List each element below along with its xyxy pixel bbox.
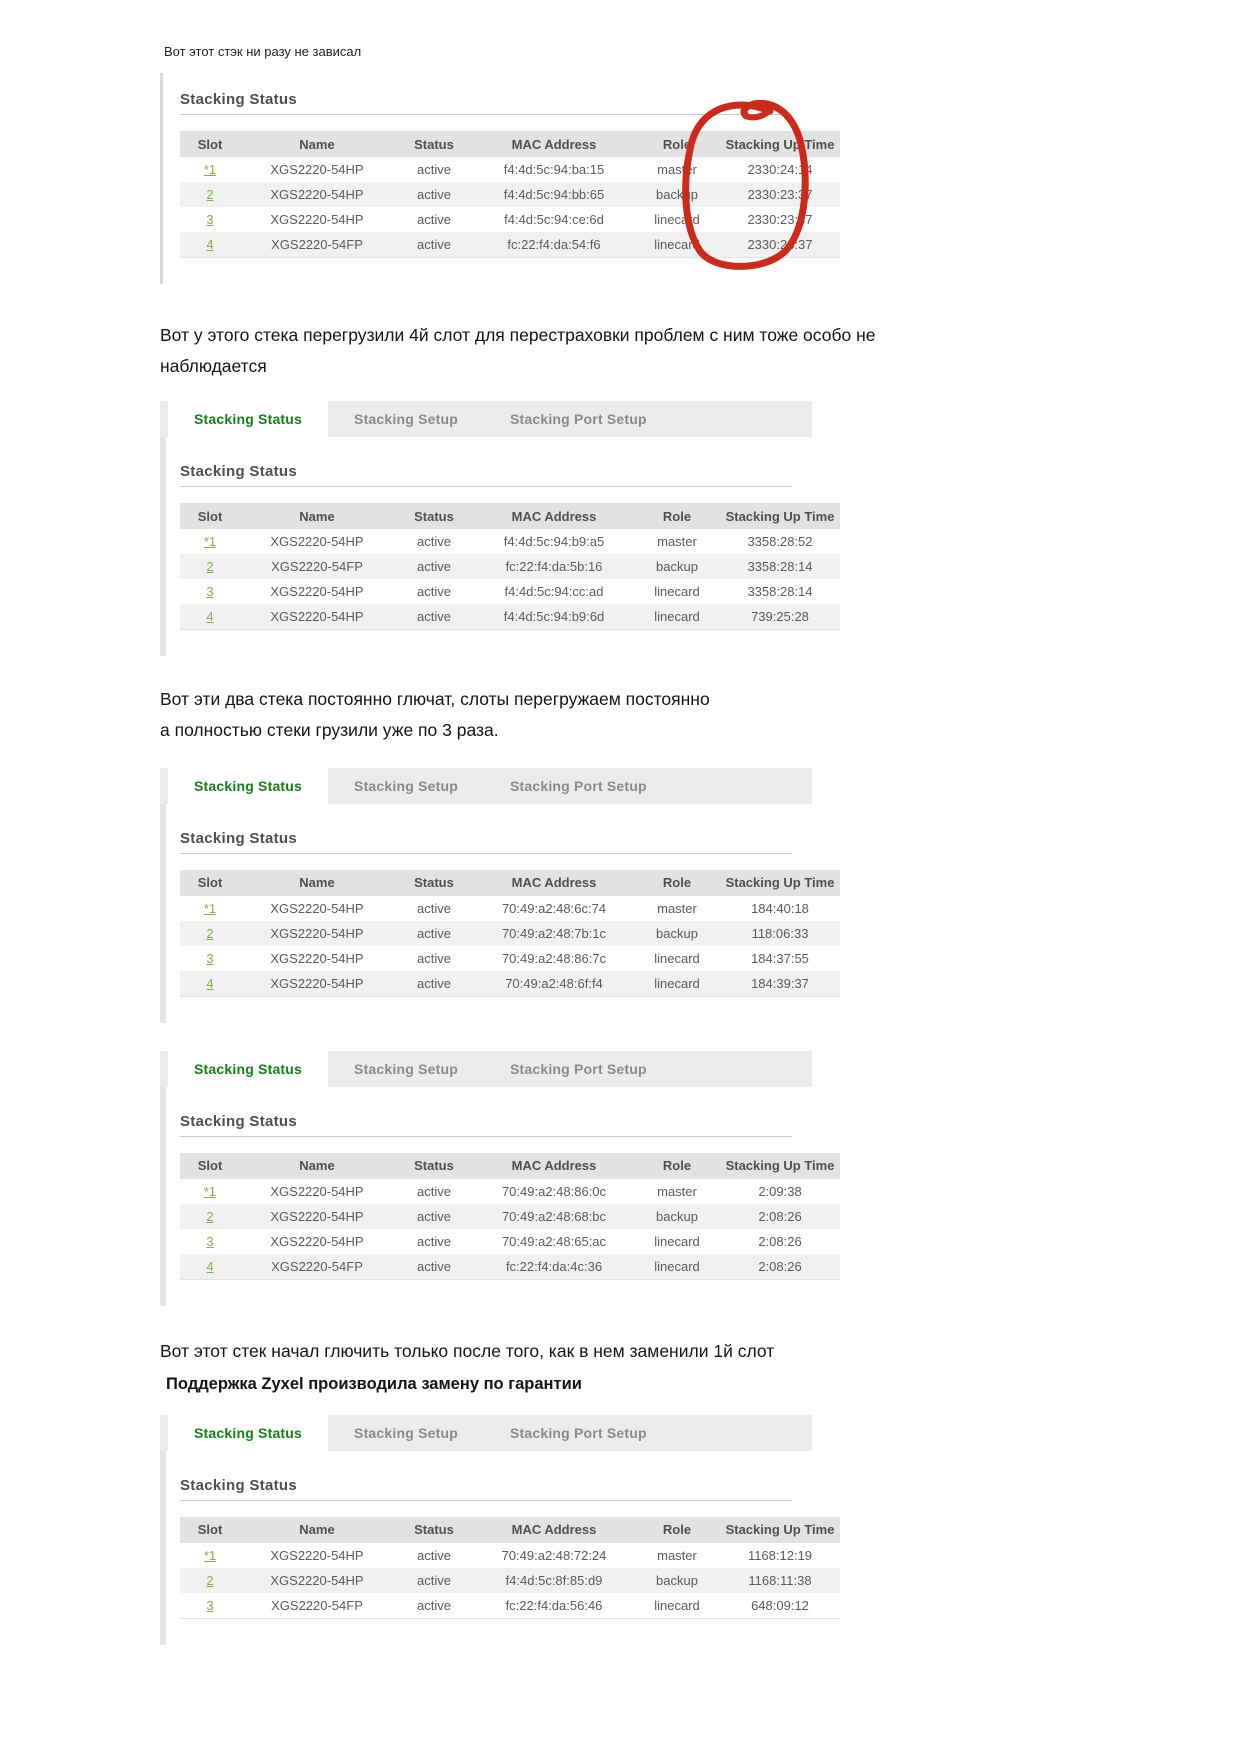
mac-address-cell: fc:22:f4:da:4c:36	[505, 1258, 603, 1274]
status-cell: active	[417, 534, 451, 550]
stacking-status-table-2	[180, 503, 840, 630]
slot-link[interactable]: 3	[206, 1597, 214, 1613]
status-cell: active	[417, 1258, 451, 1274]
tab-stacking-status[interactable]: Stacking Status	[168, 768, 328, 804]
stacking-up-time-cell: 2330:23:37	[747, 212, 813, 227]
table-row	[180, 579, 840, 604]
title-divider	[180, 486, 792, 487]
status-cell: active	[417, 900, 451, 916]
table-row	[180, 896, 840, 921]
role-cell: linecard	[654, 584, 700, 600]
slot-cell	[180, 1179, 240, 1204]
tab-stacking-status[interactable]: Stacking Status	[168, 401, 328, 437]
title-divider	[180, 853, 792, 854]
table-row	[180, 182, 840, 207]
mac-address-cell: f4:4d:5c:94:cc:ad	[504, 584, 604, 600]
stacking-up-time-cell: 184:40:18	[751, 900, 809, 916]
tab-stacking-port-setup[interactable]: Stacking Port Setup	[509, 777, 647, 794]
mac-address-cell: f4:4d:5c:94:bb:65	[503, 187, 605, 202]
role-cell: backup	[656, 1208, 698, 1224]
column-header-role: Role	[634, 1153, 720, 1179]
left-edge-strip	[160, 1087, 166, 1306]
role-cell: master	[657, 900, 697, 916]
status-cell: active	[417, 1547, 451, 1563]
slot-cell	[180, 1568, 240, 1593]
slot-link[interactable]: 2	[206, 559, 214, 575]
table-row	[180, 1593, 840, 1619]
left-edge-strip	[160, 804, 166, 1023]
role-cell: linecard	[654, 212, 700, 227]
stacking-up-time-cell: 2330:23:37	[747, 187, 813, 202]
tab-stacking-port-setup[interactable]: Stacking Port Setup	[509, 1424, 647, 1441]
paragraph-two-stacks-glitch	[160, 684, 1240, 745]
table-row	[180, 554, 840, 579]
mac-address-cell: 70:49:a2:48:72:24	[501, 1547, 607, 1563]
column-header-name: Name	[240, 870, 394, 896]
slot-cell	[180, 579, 240, 604]
slot-link[interactable]: 4	[206, 1258, 214, 1274]
table-row	[180, 157, 840, 182]
slot-cell	[180, 971, 240, 997]
stacking-up-time-cell: 1168:12:19	[747, 1547, 813, 1563]
status-cell: active	[417, 925, 451, 941]
screenshot-stack-4	[160, 1051, 835, 1306]
mac-address-cell: 70:49:a2:48:68:bc	[501, 1208, 607, 1224]
column-header-status: Status	[394, 131, 474, 157]
text-line: наблюдается	[160, 355, 267, 376]
column-header-role: Role	[634, 1517, 720, 1543]
role-cell: master	[657, 1547, 697, 1563]
stacking-up-time-cell: 2:08:26	[758, 1258, 802, 1274]
name-cell: XGS2220-54HP	[270, 162, 364, 177]
column-header-stacking-up-time: Stacking Up Time	[720, 1517, 840, 1543]
name-cell: XGS2220-54FP	[271, 1258, 363, 1274]
role-cell: linecard	[654, 237, 700, 252]
tab-stacking-status[interactable]: Stacking Status	[168, 1051, 328, 1087]
slot-cell	[180, 529, 240, 554]
mac-address-cell: fc:22:f4:da:56:46	[505, 1597, 603, 1613]
panel-title-stacking-status: Stacking Status	[180, 91, 298, 108]
role-cell: linecard	[654, 1233, 700, 1249]
slot-link[interactable]: 4	[206, 975, 214, 991]
panel-title-stacking-status: Stacking Status	[180, 463, 298, 481]
column-header-stacking-up-time: Stacking Up Time	[720, 131, 840, 157]
column-header-status: Status	[394, 503, 474, 529]
status-cell: active	[417, 609, 451, 625]
column-header-slot: Slot	[180, 131, 240, 157]
name-cell: XGS2220-54HP	[270, 609, 364, 625]
table-row	[180, 1543, 840, 1568]
tab-bar	[160, 1051, 812, 1087]
slot-link[interactable]: 4	[206, 609, 214, 625]
slot-link[interactable]: *1	[203, 534, 217, 550]
mac-address-cell: f4:4d:5c:94:b9:6d	[503, 609, 605, 625]
column-header-mac-address: MAC Address	[474, 503, 634, 529]
stacking-up-time-cell: 2:08:26	[758, 1208, 802, 1224]
name-cell: XGS2220-54HP	[270, 187, 364, 202]
column-header-mac-address: MAC Address	[474, 131, 634, 157]
slot-link[interactable]: 2	[206, 925, 214, 941]
slot-cell	[180, 1254, 240, 1280]
tab-stacking-setup[interactable]: Stacking Setup	[354, 777, 458, 794]
slot-cell	[180, 232, 240, 258]
stacking-status-table-1	[180, 131, 840, 258]
text-line: Вот эти два стека постоянно глючат, слоты перегружаем постоянно	[160, 689, 710, 710]
table-header-row	[180, 1517, 840, 1543]
column-header-name: Name	[240, 1153, 394, 1179]
column-header-slot: Slot	[180, 1153, 240, 1179]
table-row	[180, 604, 840, 630]
column-header-role: Role	[634, 870, 720, 896]
slot-cell	[180, 1543, 240, 1568]
column-header-stacking-up-time: Stacking Up Time	[720, 870, 840, 896]
tab-stacking-setup[interactable]: Stacking Setup	[354, 1060, 458, 1077]
role-cell: linecard	[654, 950, 700, 966]
table-row	[180, 1229, 840, 1254]
slot-cell	[180, 604, 240, 630]
slot-cell	[180, 182, 240, 207]
mac-address-cell: fc:22:f4:da:54:f6	[507, 237, 601, 252]
status-cell: active	[417, 162, 451, 177]
left-edge-strip	[160, 437, 166, 656]
table-row	[180, 529, 840, 554]
slot-cell	[180, 896, 240, 921]
status-cell: active	[417, 1208, 451, 1224]
stacking-status-table-3	[180, 870, 840, 997]
column-header-mac-address: MAC Address	[474, 1517, 634, 1543]
status-cell: active	[417, 1183, 451, 1199]
stacking-status-table-4	[180, 1153, 840, 1280]
screenshot-stack-5	[160, 1415, 835, 1645]
table-row	[180, 971, 840, 997]
paragraph-4th-slot-rebooted	[160, 320, 1240, 381]
name-cell: XGS2220-54FP	[271, 1597, 363, 1613]
title-divider	[180, 1500, 792, 1501]
panel-title-stacking-status: Stacking Status	[180, 1476, 298, 1494]
slot-link[interactable]: *1	[203, 1183, 217, 1199]
slot-link[interactable]: *1	[203, 900, 217, 916]
role-cell: backup	[656, 187, 698, 202]
table-row	[180, 207, 840, 232]
status-cell: active	[417, 1233, 451, 1249]
stacking-up-time-cell: 739:25:28	[751, 609, 809, 625]
role-cell: linecard	[654, 1258, 700, 1274]
stacking-up-time-cell: 2330:23:37	[747, 237, 813, 252]
paragraph-zyxel-warranty: Поддержка Zyxel производила замену по гарантии	[166, 1375, 582, 1394]
table-row	[180, 232, 840, 258]
slot-link[interactable]: 4	[206, 237, 214, 252]
role-cell: backup	[656, 1572, 698, 1588]
stacking-up-time-cell: 1168:11:38	[748, 1572, 812, 1588]
tab-stacking-setup[interactable]: Stacking Setup	[354, 1424, 458, 1441]
table-row	[180, 1204, 840, 1229]
column-header-stacking-up-time: Stacking Up Time	[720, 1153, 840, 1179]
tab-stacking-port-setup[interactable]: Stacking Port Setup	[509, 411, 647, 428]
status-cell: active	[417, 950, 451, 966]
mac-address-cell: f4:4d:5c:94:ce:6d	[504, 212, 604, 227]
mac-address-cell: f4:4d:5c:94:b9:a5	[503, 534, 605, 550]
role-cell: linecard	[654, 609, 700, 625]
column-header-slot: Slot	[180, 503, 240, 529]
left-edge-strip	[160, 1451, 166, 1645]
role-cell: master	[657, 1183, 697, 1199]
mac-address-cell: f4:4d:5c:8f:85:d9	[505, 1572, 603, 1588]
name-cell: XGS2220-54HP	[270, 212, 364, 227]
stacking-up-time-cell: 648:09:12	[751, 1597, 809, 1613]
role-cell: master	[657, 534, 697, 550]
slot-link[interactable]: *1	[203, 1547, 217, 1563]
slot-link[interactable]: *1	[203, 162, 217, 177]
table-header-row	[180, 131, 840, 157]
stacking-up-time-cell: 3358:28:52	[747, 534, 813, 550]
stacking-up-time-cell: 2330:24:14	[747, 162, 813, 177]
mac-address-cell: 70:49:a2:48:7b:1c	[501, 925, 607, 941]
name-cell: XGS2220-54HP	[270, 1547, 364, 1563]
table-row	[180, 1179, 840, 1204]
name-cell: XGS2220-54HP	[270, 584, 364, 600]
column-header-name: Name	[240, 131, 394, 157]
slot-link[interactable]: 3	[206, 1233, 214, 1249]
slot-link[interactable]: 2	[206, 1572, 214, 1588]
status-cell: active	[417, 559, 451, 575]
column-header-slot: Slot	[180, 1517, 240, 1543]
stacking-up-time-cell: 2:09:38	[758, 1183, 802, 1199]
status-cell: active	[417, 187, 451, 202]
slot-cell	[180, 946, 240, 971]
column-header-mac-address: MAC Address	[474, 1153, 634, 1179]
status-cell: active	[417, 975, 451, 991]
name-cell: XGS2220-54HP	[270, 900, 364, 916]
role-cell: master	[657, 162, 697, 177]
stacking-up-time-cell: 3358:28:14	[747, 584, 813, 600]
mac-address-cell: fc:22:f4:da:5b:16	[505, 559, 603, 575]
title-divider	[180, 114, 792, 115]
mac-address-cell: 70:49:a2:48:86:0c	[501, 1183, 607, 1199]
slot-link[interactable]: 2	[206, 1208, 214, 1224]
slot-link[interactable]: 2	[206, 187, 214, 202]
left-edge-strip	[160, 73, 163, 284]
status-cell: active	[417, 1572, 451, 1588]
column-header-name: Name	[240, 1517, 394, 1543]
status-cell: active	[417, 237, 451, 252]
status-cell: active	[417, 584, 451, 600]
name-cell: XGS2220-54HP	[270, 1572, 364, 1588]
slot-link[interactable]: 3	[206, 212, 214, 227]
slot-cell	[180, 1593, 240, 1619]
slot-cell	[180, 1204, 240, 1229]
name-cell: XGS2220-54HP	[270, 1183, 364, 1199]
column-header-status: Status	[394, 1153, 474, 1179]
stacking-up-time-cell: 184:39:37	[751, 975, 809, 991]
caption-stack-never-hung: Вот этот стэк ни разу не зависал	[164, 44, 362, 59]
stacking-up-time-cell: 184:37:55	[751, 950, 809, 966]
text-line: Вот у этого стека перегрузили 4й слот для перестраховки проблем с ним тоже особо не	[160, 325, 876, 345]
slot-link[interactable]: 3	[206, 950, 214, 966]
tab-stacking-status[interactable]: Stacking Status	[168, 1415, 328, 1451]
slot-cell	[180, 554, 240, 579]
tab-bar	[160, 768, 812, 804]
column-header-slot: Slot	[180, 870, 240, 896]
name-cell: XGS2220-54HP	[270, 1233, 364, 1249]
name-cell: XGS2220-54HP	[270, 925, 364, 941]
column-header-status: Status	[394, 1517, 474, 1543]
panel-title-stacking-status: Stacking Status	[180, 829, 298, 847]
tab-bar	[160, 1415, 812, 1451]
name-cell: XGS2220-54HP	[270, 950, 364, 966]
column-header-role: Role	[634, 131, 720, 157]
mac-address-cell: 70:49:a2:48:86:7c	[501, 950, 607, 966]
text-line: Вот этот стек начал глючить только после того, как в нем заменили 1й слот	[160, 1340, 775, 1361]
mac-address-cell: 70:49:a2:48:65:ac	[501, 1233, 607, 1249]
mac-address-cell: 70:49:a2:48:6f:f4	[505, 975, 603, 991]
status-cell: active	[417, 1597, 451, 1613]
column-header-role: Role	[634, 503, 720, 529]
stacking-status-table-5	[180, 1517, 840, 1619]
mac-address-cell: f4:4d:5c:94:ba:15	[503, 162, 605, 177]
table-row	[180, 1568, 840, 1593]
mac-address-cell: 70:49:a2:48:6c:74	[501, 900, 607, 916]
role-cell: backup	[656, 925, 698, 941]
column-header-name: Name	[240, 503, 394, 529]
name-cell: XGS2220-54HP	[270, 1208, 364, 1224]
screenshot-stack-2	[160, 401, 835, 656]
tab-stacking-port-setup[interactable]: Stacking Port Setup	[509, 1060, 647, 1077]
screenshot-stack-3	[160, 768, 835, 1023]
column-header-status: Status	[394, 870, 474, 896]
tab-bar	[160, 401, 812, 437]
slot-link[interactable]: 3	[206, 584, 214, 600]
paragraph-glitch-after-replace	[160, 1336, 1240, 1367]
name-cell: XGS2220-54HP	[270, 975, 364, 991]
role-cell: linecard	[654, 975, 700, 991]
slot-cell	[180, 207, 240, 232]
tab-stacking-setup[interactable]: Stacking Setup	[354, 411, 458, 428]
table-row	[180, 1254, 840, 1280]
slot-cell	[180, 157, 240, 182]
column-header-stacking-up-time: Stacking Up Time	[720, 503, 840, 529]
role-cell: linecard	[654, 1597, 700, 1613]
name-cell: XGS2220-54FP	[271, 237, 363, 252]
table-header-row	[180, 1153, 840, 1179]
table-row	[180, 921, 840, 946]
stacking-up-time-cell: 118:06:33	[751, 925, 809, 941]
slot-cell	[180, 921, 240, 946]
name-cell: XGS2220-54FP	[271, 559, 363, 575]
table-header-row	[180, 870, 840, 896]
stacking-up-time-cell: 2:08:26	[758, 1233, 802, 1249]
screenshot-stack-1	[160, 73, 835, 284]
text-line: а полностью стеки грузили уже по 3 раза.	[160, 719, 499, 740]
title-divider	[180, 1136, 792, 1137]
column-header-mac-address: MAC Address	[474, 870, 634, 896]
slot-cell	[180, 1229, 240, 1254]
stacking-up-time-cell: 3358:28:14	[747, 559, 813, 575]
name-cell: XGS2220-54HP	[270, 534, 364, 550]
table-header-row	[180, 503, 840, 529]
table-row	[180, 946, 840, 971]
role-cell: backup	[656, 559, 698, 575]
status-cell: active	[417, 212, 451, 227]
panel-title-stacking-status: Stacking Status	[180, 1112, 298, 1130]
